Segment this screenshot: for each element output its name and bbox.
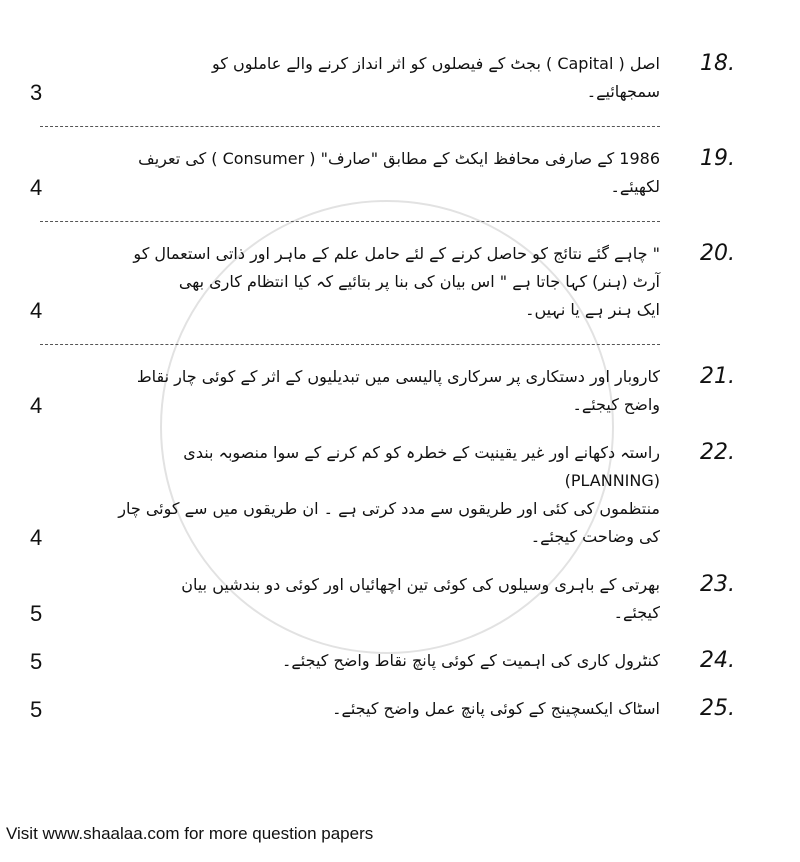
question-number: 20. [700, 241, 735, 266]
question-18 [0, 50, 800, 106]
marks: 4 [30, 175, 43, 200]
marks: 4 [30, 525, 43, 550]
question-line: 1986 کے صارفی محافظ ایکٹ کے مطابق "صارف" ( Consumer ) کی تعریف [138, 149, 660, 168]
question-number: 24. [700, 648, 735, 673]
question-text [90, 571, 660, 627]
question-24 [0, 647, 800, 675]
question-line: سمجھائیے۔ [586, 82, 660, 101]
question-text [90, 695, 660, 723]
question-line: اصل ( Capital ) بجٹ کے فیصلوں کو اثر انداز کرنے والے عاملوں کو [212, 54, 660, 73]
question-line: کاروبار اور دستکاری پر سرکاری پالیسی میں تبدیلیوں کے اثر کے کوئی چار نقاط [136, 367, 660, 386]
question-number: 22. [700, 440, 735, 465]
question-number: 19. [700, 146, 735, 171]
question-19 [0, 145, 800, 201]
question-text [90, 439, 660, 551]
question-list [0, 50, 800, 743]
question-25 [0, 695, 800, 723]
question-text [90, 145, 660, 201]
divider [40, 221, 660, 222]
question-line: راستہ دکھانے اور غیر یقینیت کے خطرہ کو کم کرنے کے سوا منصوبہ بندی (PLANNING) [183, 443, 660, 490]
question-20 [0, 240, 800, 324]
marks: 5 [30, 601, 43, 626]
question-number: 25. [700, 696, 735, 721]
question-text [90, 647, 660, 675]
marks: 3 [30, 80, 43, 105]
divider [40, 344, 660, 345]
footer-link[interactable]: Visit www.shaalaa.com for more question papers [6, 824, 374, 843]
question-23 [0, 571, 800, 627]
question-22 [0, 439, 800, 551]
question-number: 23. [700, 572, 735, 597]
question-line: اسٹاک ایکسچینج کے کوئی پانچ عمل واضح کیجئے۔ [332, 699, 660, 718]
divider [40, 126, 660, 127]
question-text [90, 50, 660, 106]
question-number: 18. [700, 51, 735, 76]
question-21 [0, 363, 800, 419]
marks: 5 [30, 697, 43, 722]
marks: 4 [30, 298, 43, 323]
marks: 4 [30, 393, 43, 418]
question-number: 21. [700, 364, 735, 389]
question-line: آرٹ (ہنر) کہا جاتا ہے " اس بیان کی بنا پر بتائیے کہ کیا انتظام کاری بھی [178, 272, 660, 291]
question-text [90, 240, 660, 324]
question-text [90, 363, 660, 419]
question-line: " چاہے گئے نتائج کو حاصل کرنے کے لئے حامل علم کے ماہر اور ذاتی استعمال کو [133, 244, 660, 263]
question-line: کیجئے۔ [613, 603, 660, 622]
marks: 5 [30, 649, 43, 674]
question-line: بھرتی کے باہری وسیلوں کی کوئی تین اچھائیاں اور کوئی دو بندشیں بیان [181, 575, 660, 594]
question-line: لکھیئے۔ [610, 177, 660, 196]
question-line: کی وضاحت کیجئے۔ [530, 527, 660, 546]
question-line: منتظموں کی کئی اور طریقوں سے مدد کرتی ہے ۔ ان طریقوں میں سے کوئی چار [118, 499, 660, 518]
question-line: کنٹرول کاری کی اہمیت کے کوئی پانچ نقاط واضح کیجئے۔ [282, 651, 660, 670]
question-line: واضح کیجئے۔ [572, 395, 660, 414]
question-line: ایک ہنر ہے یا نہیں۔ [525, 300, 660, 319]
